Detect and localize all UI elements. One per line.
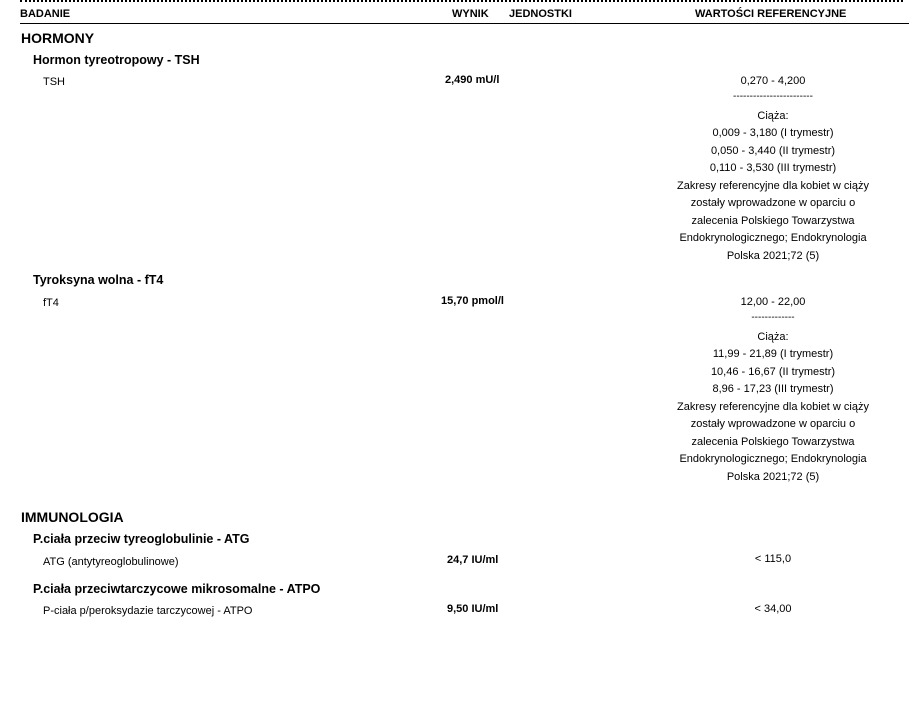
reference-ft4 [660, 294, 886, 486]
ref-line: Ciąża: [757, 109, 789, 122]
ref-line: 8,96 - 17,23 (III trymestr) [712, 383, 834, 395]
ref-line: 0,009 - 3,180 (I trymestr) [712, 127, 834, 139]
reference-atg [660, 551, 886, 569]
reference-tsh [660, 73, 886, 265]
col-header-wartosci: WARTOŚCI REFERENCYJNE [695, 8, 847, 20]
ref-line: Polska 2021;72 (5) [726, 249, 820, 262]
ref-line: 0,110 - 3,530 (III trymestr) [709, 162, 837, 174]
ref-line: Endokrynologicznego; Endokrynologia [679, 453, 867, 465]
ref-line: 0,050 - 3,440 (II trymestr) [710, 144, 836, 157]
test-name-atg: ATG (antytyreoglobulinowe) [43, 556, 179, 568]
group-title-atpo: P.ciała przeciwtarczycowe mikrosomalne - ATPO [33, 582, 321, 596]
ref-line: zalecenia Polskiego Towarzystwa [691, 435, 855, 448]
ref-line: 11,99 - 21,89 (I trymestr) [712, 348, 834, 360]
section-title-immunologia: IMMUNOLOGIA [21, 509, 124, 525]
ref-line: Polska 2021;72 (5) [726, 470, 820, 483]
test-name-tsh: TSH [43, 76, 65, 88]
reference-atpo [660, 601, 886, 619]
group-title-tsh: Hormon tyreotropowy - TSH [33, 53, 200, 67]
ref-line: 10,46 - 16,67 (II trymestr) [710, 365, 836, 378]
result-tsh: 2,490 mU/l [445, 74, 500, 86]
ref-line: zalecenia Polskiego Towarzystwa [691, 214, 855, 227]
ref-line: Zakresy referencyjne dla kobiet w ciąży [677, 179, 869, 192]
header-rule [20, 23, 909, 24]
col-header-badanie: BADANIE [20, 8, 71, 20]
ref-line: Endokrynologicznego; Endokrynologia [679, 232, 867, 244]
test-name-atpo: P-ciała p/peroksydazie tarczycowej - ATPO [43, 605, 253, 617]
result-atpo: 9,50 IU/ml [447, 603, 499, 615]
ref-main: 12,00 - 22,00 [740, 296, 806, 308]
col-header-wynik: WYNIK [452, 8, 489, 20]
ref-main: 0,270 - 4,200 [740, 75, 806, 87]
col-header-jednostki: JEDNOSTKI [509, 8, 572, 20]
ref-line: Ciąża: [757, 330, 789, 343]
result-atg: 24,7 IU/ml [447, 554, 499, 566]
ref-separator: ------------------------ [733, 90, 813, 102]
ref-line: zostały wprowadzone w oparciu o [690, 418, 856, 430]
ref-main: < 34,00 [754, 603, 792, 615]
ref-main: < 115,0 [754, 553, 792, 565]
ref-line: zostały wprowadzone w oparciu o [690, 197, 856, 209]
top-dotted-border [20, 0, 903, 5]
ref-line: Zakresy referencyjne dla kobiet w ciąży [677, 400, 869, 413]
ref-separator: ------------- [751, 311, 795, 323]
section-title-hormony: HORMONY [21, 30, 95, 46]
group-title-ft4: Tyroksyna wolna - fT4 [33, 273, 164, 287]
test-name-ft4: fT4 [43, 297, 59, 309]
result-ft4: 15,70 pmol/l [441, 295, 504, 307]
group-title-atg: P.ciała przeciw tyreoglobulinie - ATG [33, 532, 250, 546]
